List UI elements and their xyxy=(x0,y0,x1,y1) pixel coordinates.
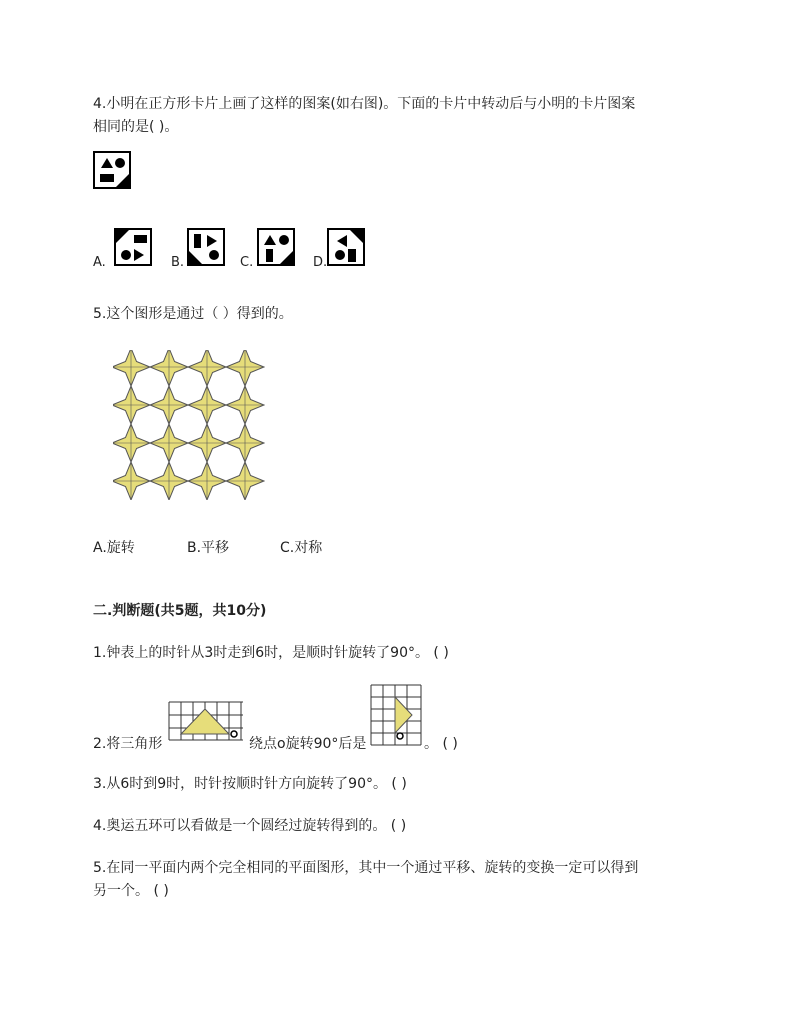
star-pattern-figure xyxy=(113,350,265,500)
rotated-triangle-grid-figure xyxy=(370,684,422,746)
star-crease xyxy=(188,424,226,462)
judge-q2-text-b: 绕点o旋转90°后是 xyxy=(249,736,367,752)
q4-option-a-label: A. xyxy=(93,255,106,270)
q5-option-c[interactable]: C.对称 xyxy=(280,540,323,556)
section-title: 二.判断题(共5题，共10分) xyxy=(93,603,267,619)
star-shape xyxy=(113,350,150,386)
star-crease xyxy=(226,462,264,500)
judge-q2-text-c: 。 ( ) xyxy=(424,736,458,752)
xiaoming-card xyxy=(93,151,131,189)
q4-stem-line2: 相同的是( )。 xyxy=(93,119,179,135)
judge-q1: 1.钟表上的时针从3时走到6时，是顺时针旋转了90°。 ( ) xyxy=(93,645,449,661)
star-crease xyxy=(150,462,188,500)
q4-option-c-label: C. xyxy=(240,255,254,270)
q4-option-d-label: D. xyxy=(313,255,328,270)
star-crease xyxy=(226,424,264,462)
star-crease xyxy=(188,462,226,500)
q4-option-b-card[interactable] xyxy=(187,228,225,266)
judge-q5-line1: 5.在同一平面内两个完全相同的平面图形，其中一个通过平移、旋转的变换一定可以得到 xyxy=(93,860,639,876)
judge-q2-text-a: 2.将三角形 xyxy=(93,736,163,752)
star-crease xyxy=(188,386,226,424)
judge-q3: 3.从6时到9时，时针按顺时针方向旋转了90°。 ( ) xyxy=(93,776,407,792)
q4-option-a-card[interactable] xyxy=(114,228,152,266)
judge-q4: 4.奥运五环可以看做是一个圆经过旋转得到的。 ( ) xyxy=(93,818,407,834)
star-crease xyxy=(226,386,264,424)
judge-q5-line2: 另一个。 ( ) xyxy=(93,883,169,899)
q4-option-d-card[interactable] xyxy=(327,228,365,266)
q5-option-a[interactable]: A.旋转 xyxy=(93,540,135,556)
q5-stem: 5.这个图形是通过（ ）得到的。 xyxy=(93,306,293,322)
q5-option-b[interactable]: B.平移 xyxy=(187,540,230,556)
triangle-grid-figure xyxy=(168,701,248,741)
q4-option-b-label: B. xyxy=(171,255,185,270)
star-crease xyxy=(150,386,188,424)
star-crease xyxy=(150,424,188,462)
q4-option-c-card[interactable] xyxy=(257,228,295,266)
q4-stem-line1: 4.小明在正方形卡片上画了这样的图案(如右图)。下面的卡片中转动后与小明的卡片图案 xyxy=(93,96,636,112)
